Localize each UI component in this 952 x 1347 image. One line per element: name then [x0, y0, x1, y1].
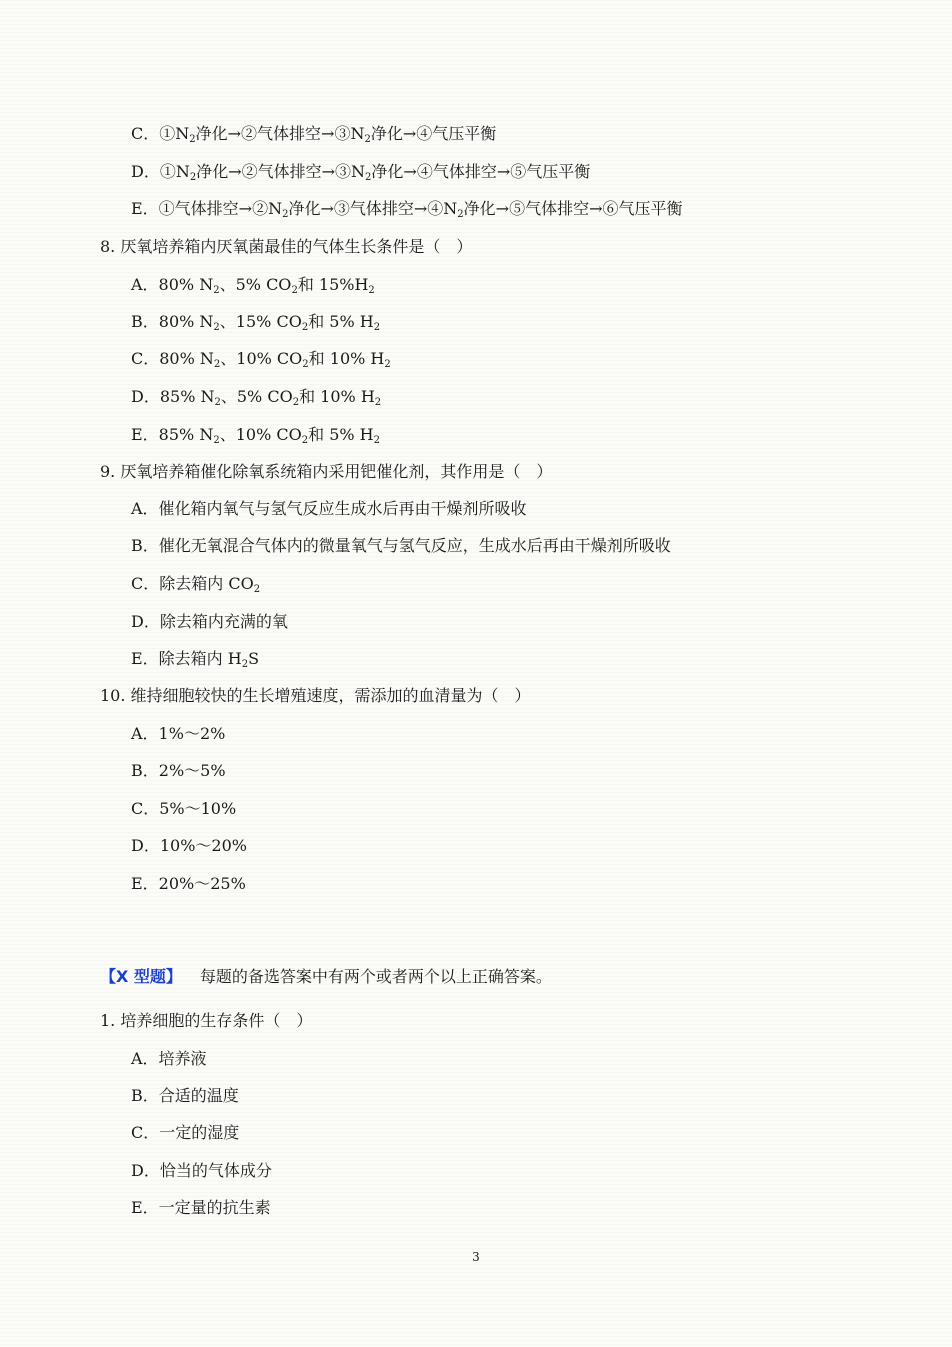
x-section-heading: [100, 967, 552, 987]
x1-option-d: D．恰当的气体成分: [131, 1161, 272, 1180]
q9-option-e: E．除去箱内 $H_2S$: [131, 649, 260, 670]
x1-option-a: A．培养液: [131, 1049, 207, 1068]
q8-option-b: B．80% $N_2$、15% $CO_2$和 5% $H_2$: [131, 312, 381, 333]
x-section-tag: 【X 型题】: [100, 967, 182, 986]
q9-option-d: D．除去箱内充满的氧: [131, 612, 288, 631]
q8-stem: 8. 厌氧培养箱内厌氧菌最佳的气体生长条件是（ ）: [100, 237, 473, 256]
q7-option-e: E．①气体排空$\to ②N_2$净化→③气体排空$\to ④N_2$净化→⑤气体排空→⑥气压平衡: [131, 199, 683, 220]
q8-option-a: A．80% $N_2$、5% $CO_2$和 $15\%H_2$: [131, 275, 375, 296]
page-number: 3: [472, 1250, 480, 1264]
q9-stem: 9. 厌氧培养箱催化除氧系统箱内采用钯催化剂，其作用是（ ）: [100, 462, 553, 481]
x1-option-b: B．合适的温度: [131, 1086, 239, 1105]
q9-option-b: B．催化无氧混合气体内的微量氧气与氢气反应，生成水后再由干燥剂所吸收: [131, 536, 671, 555]
q10-stem: 10. 维持细胞较快的生长增殖速度，需添加的血清量为（ ）: [100, 686, 531, 705]
q10-option-d: D．10%～20%: [131, 836, 247, 855]
q10-option-e: E．20%～25%: [131, 874, 246, 893]
q10-option-a: A．1%～2%: [131, 724, 226, 743]
q7-option-d: D．$①N_2$净化→②气体排空$\to ③N_2$净化→④气体排空→⑤气压平衡: [131, 162, 591, 183]
q10-option-b: B．2%～5%: [131, 761, 226, 780]
x1-option-c: C．一定的湿度: [131, 1123, 240, 1142]
x-section-description: 每题的备选答案中有两个或者两个以上正确答案。: [199, 967, 552, 986]
x1-stem: 1. 培养细胞的生存条件（ ）: [100, 1011, 313, 1030]
x1-option-e: E．一定量的抗生素: [131, 1198, 271, 1217]
q9-option-c: C．除去箱内 $CO_2$: [131, 574, 261, 595]
q8-option-c: C．80% $N_2$、10% $CO_2$和 10% $H_2$: [131, 349, 391, 370]
q9-option-a: A．催化箱内氧气与氢气反应生成水后再由干燥剂所吸收: [131, 499, 527, 518]
q8-option-d: D．85% $N_2$、5% $CO_2$和 10% $H_2$: [131, 387, 382, 408]
q7-option-c: C．$①N_2$净化→②气体排空$\to ③N_2$净化→④气压平衡: [131, 124, 497, 145]
q10-option-c: C．5%～10%: [131, 799, 237, 818]
q8-option-e: E．85% $N_2$、10% $CO_2$和 5% $H_2$: [131, 425, 380, 446]
